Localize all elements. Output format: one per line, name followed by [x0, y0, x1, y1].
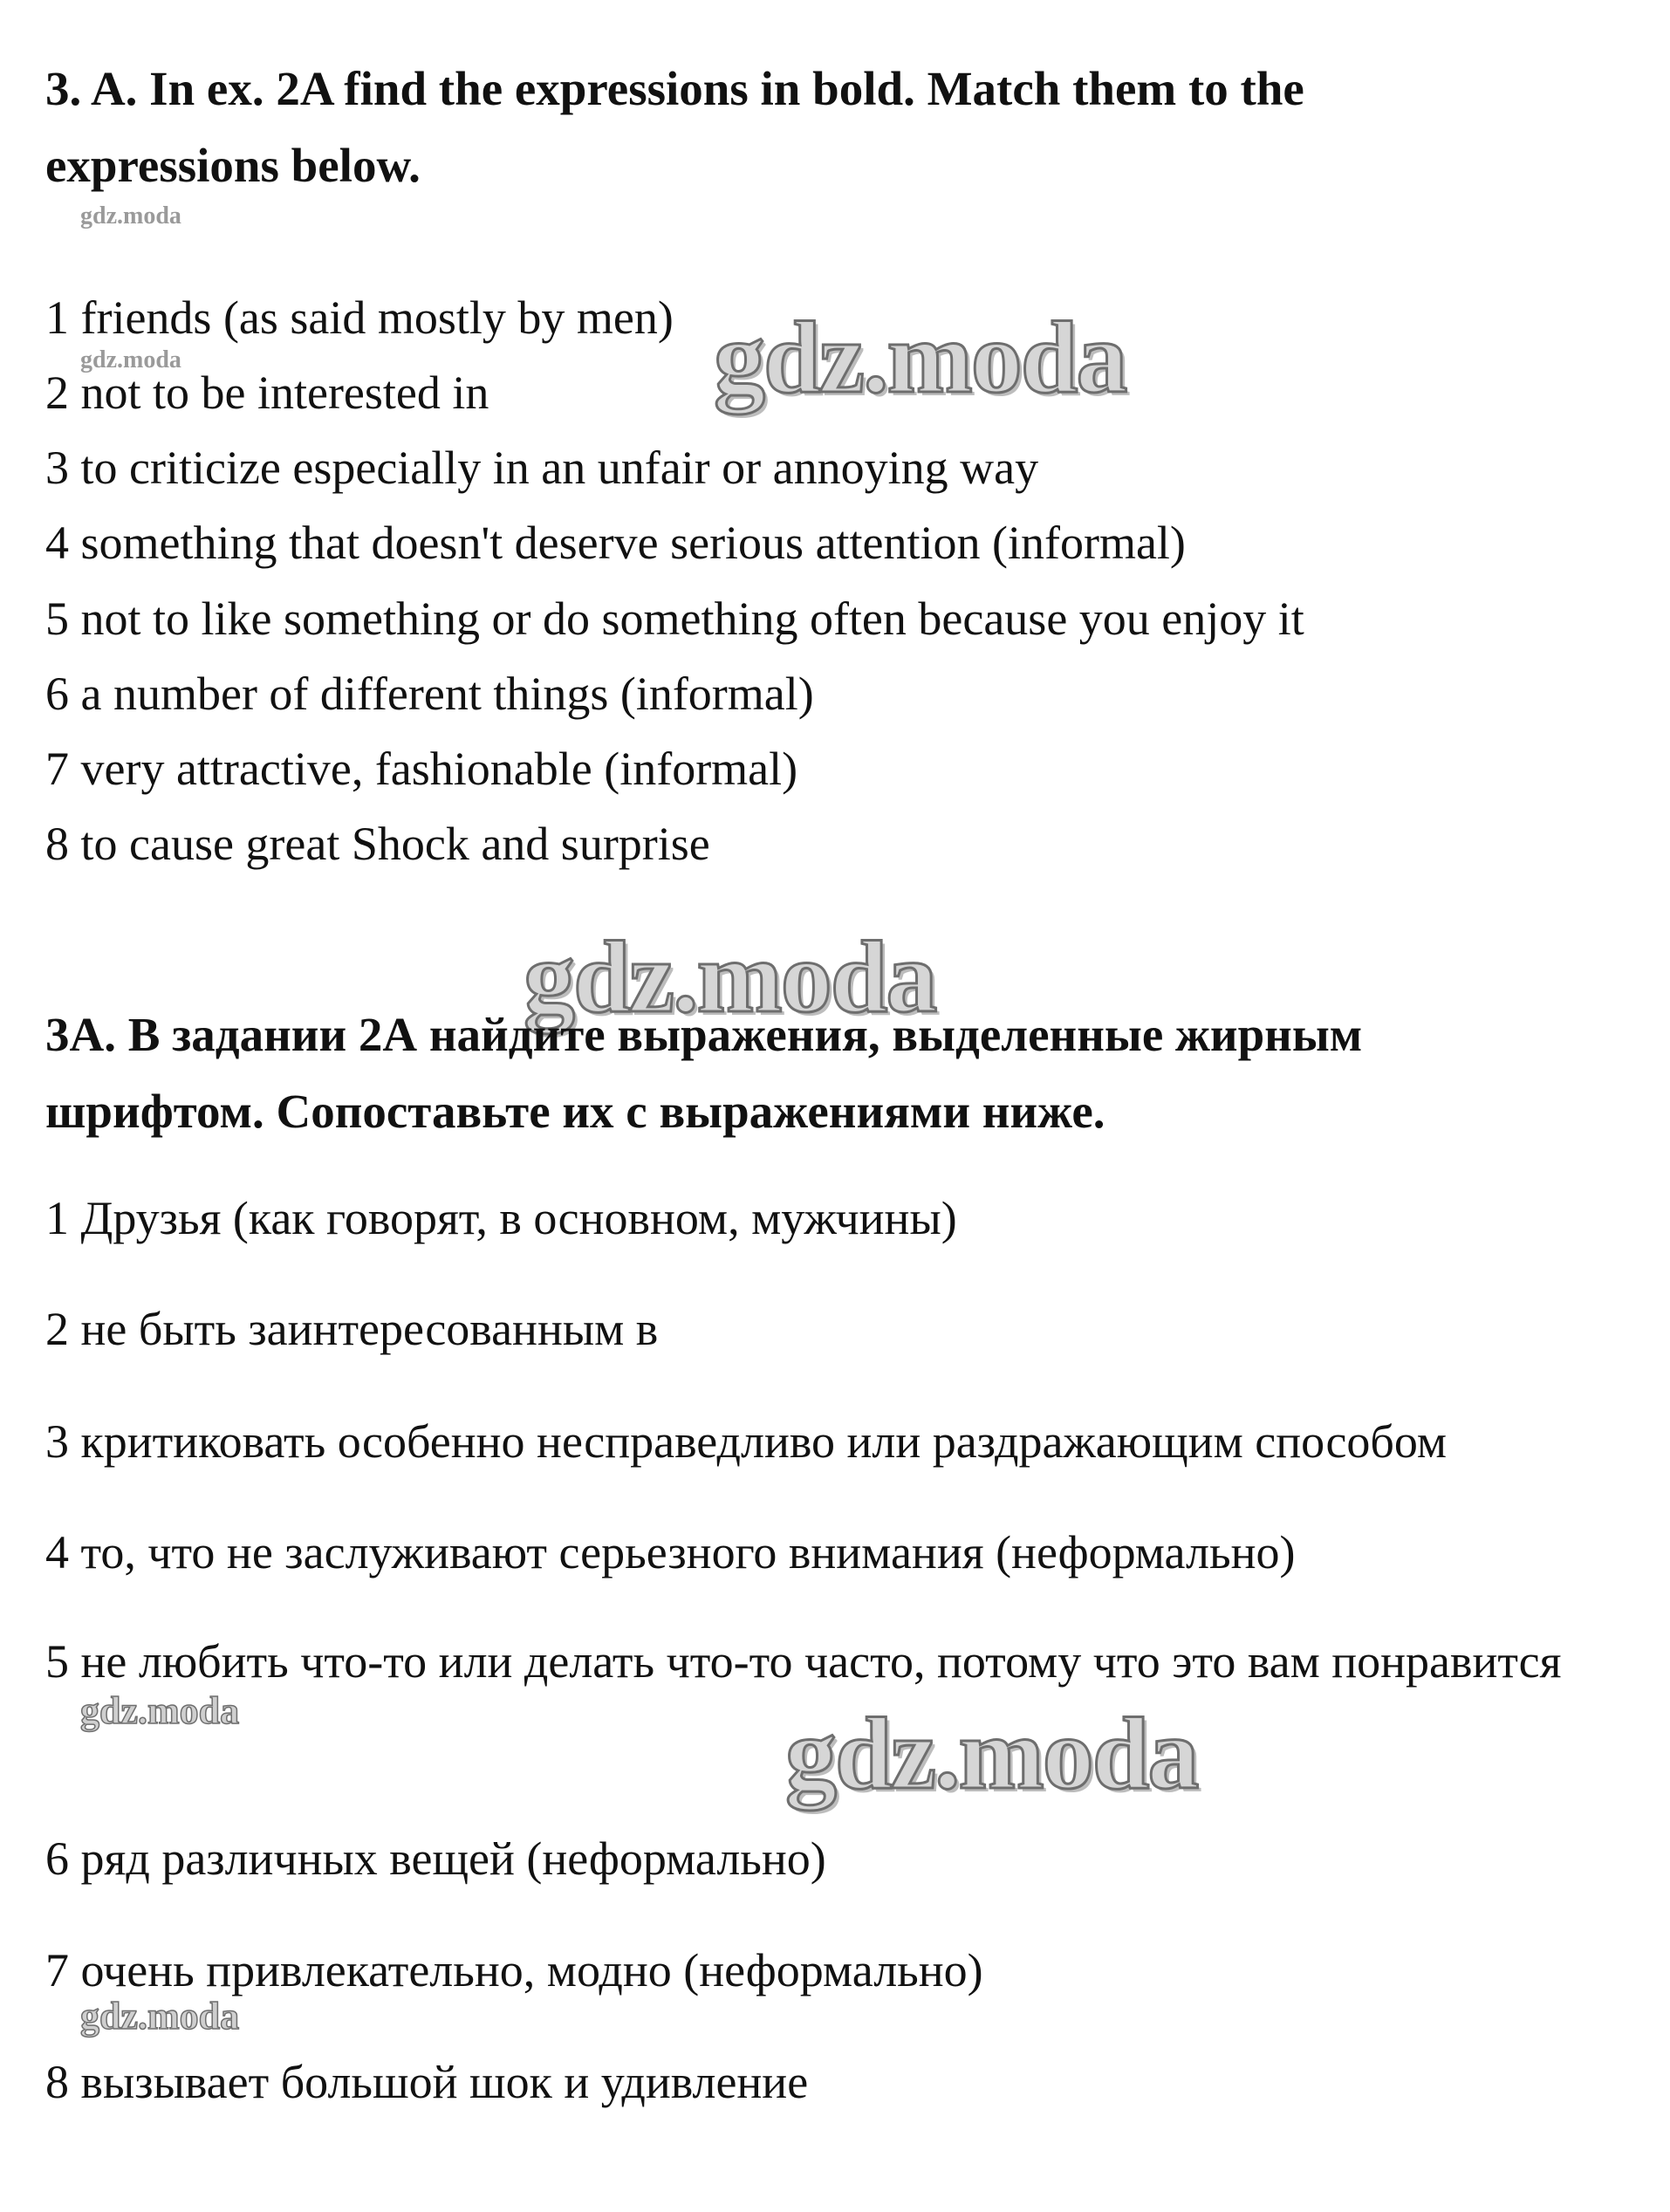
russian-item-5: 5 не любить что-то или делать что-то часто, потому что это вам понравится [45, 1635, 1562, 1688]
english-item-3: 3 to criticize especially in an unfair or annoying way [45, 442, 1039, 494]
watermark-medium: gdz.moda [80, 1689, 240, 1732]
english-item-7: 7 very attractive, fashionable (informal) [45, 743, 798, 795]
watermark-medium: gdz.moda [80, 1995, 240, 2037]
english-item-2: 2 not to be interested in [45, 366, 489, 419]
russian-item-7: 7 очень привлекательно, модно (неформально) [45, 1944, 983, 1996]
english-item-1: 1 friends (as said mostly by men) [45, 291, 674, 344]
russian-item-1: 1 Друзья (как говорят, в основном, мужчины) [45, 1192, 957, 1244]
russian-item-2: 2 не быть заинтересованным в [45, 1303, 659, 1355]
russian-heading-line-1: 3A. В задании 2А найдите выражения, выделенные жирным [45, 1008, 1363, 1061]
english-item-8: 8 to cause great Shock and surprise [45, 818, 710, 870]
english-heading-line-1: 3. A. In ex. 2A find the expressions in bold. Match them to the [45, 62, 1304, 115]
english-item-4: 4 something that doesn't deserve serious attention (informal) [45, 517, 1186, 569]
english-item-5: 5 not to like something or do something often because you enjoy it [45, 592, 1304, 645]
russian-item-6: 6 ряд различных вещей (неформально) [45, 1832, 826, 1885]
watermark-large: gdz.moda [524, 920, 936, 1034]
watermark-large: gdz.moda [785, 1696, 1198, 1811]
russian-heading-line-2: шрифтом. Сопоставьте их с выражениями ниже. [45, 1085, 1105, 1138]
watermark-small: gdz.moda [80, 346, 181, 373]
russian-item-3: 3 критиковать особенно несправедливо или раздражающим способом [45, 1415, 1448, 1468]
english-item-6: 6 a number of different things (informal) [45, 668, 814, 720]
watermark-large: gdz.moda [714, 300, 1126, 414]
english-heading-line-2: expressions below. [45, 139, 421, 192]
watermark-small: gdz.moda [80, 202, 181, 229]
russian-item-4: 4 то, что не заслуживают серьезного внимания (неформально) [45, 1526, 1296, 1579]
russian-item-8: 8 вызывает большой шок и удивление [45, 2056, 809, 2108]
